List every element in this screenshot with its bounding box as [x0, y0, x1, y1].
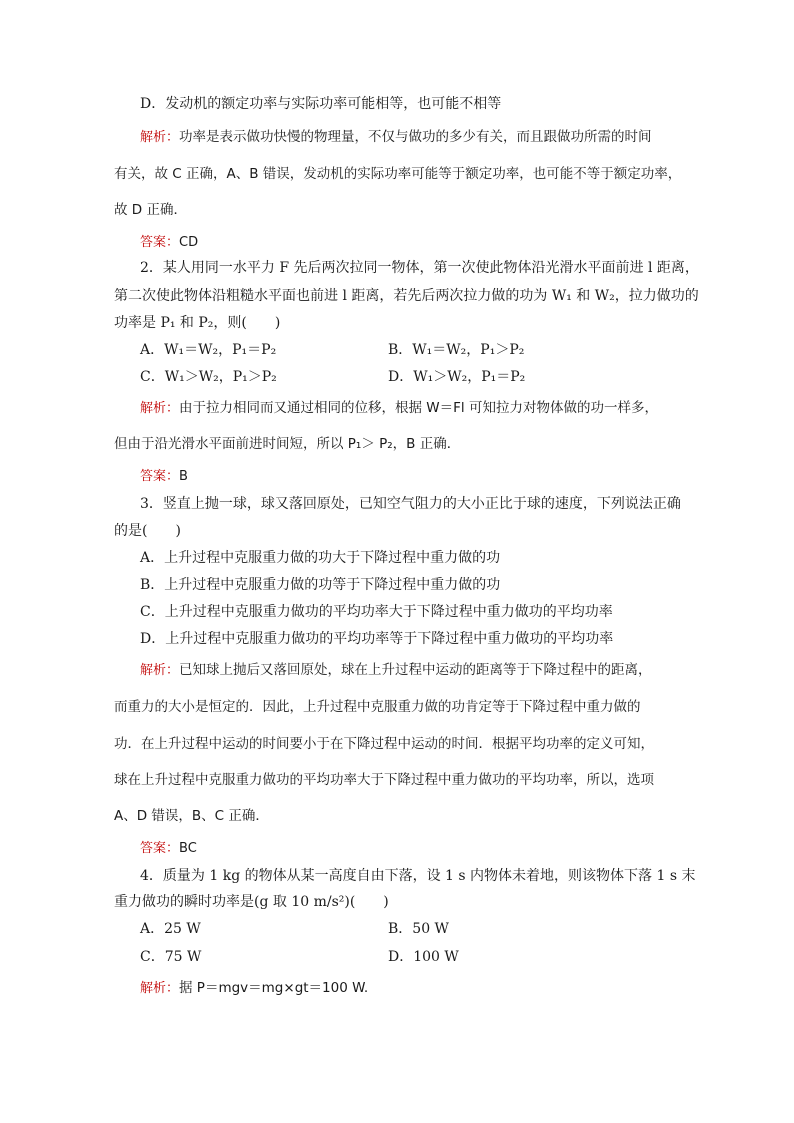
- answer-label: 答案：: [140, 841, 180, 856]
- q4-solution-line-1: [140, 978, 368, 999]
- q2-stem-line-1: 2．某人用同一水平力 F 先后两次拉同一物体，第一次使此物体沿光滑水平面前进 l 距离，: [140, 260, 699, 276]
- q1-solution-line-2: 有关，故 C 正确，A、B 错误，发动机的实际功率可能等于额定功率，也可能不等于额定功率，: [114, 166, 682, 182]
- q4-solution-text: 据 P＝mgv＝mg×gt＝100 W.: [179, 980, 369, 996]
- q1-solution-line-3: 故 D 正确．: [114, 202, 187, 218]
- solution-label: 解析：: [140, 401, 180, 416]
- answer-value: B: [179, 469, 188, 484]
- q2-solution-line-2: 但由于沿光滑水平面前进时间短，所以 P₁＞ P₂，B 正确．: [114, 436, 461, 452]
- q3-answer: [140, 838, 197, 859]
- q3-solution-line-3: 功．在上升过程中运动的时间要小于在下降过程中运动的时间．根据平均功率的定义可知，: [114, 736, 654, 752]
- q3-option-b: B．上升过程中克服重力做的功等于下降过程中重力做的功: [140, 577, 501, 593]
- q3-solution-line-4: 球在上升过程中克服重力做功的平均功率大于下降过程中重力做功的平均功率，所以，选项: [114, 772, 654, 788]
- q3-stem-line-1: 3．竖直上抛一球，球又落回原处，已知空气阻力的大小正比于球的速度，下列说法正确: [140, 496, 681, 512]
- q4-option-c: C．75 W: [140, 949, 202, 965]
- q3-solution-line-2: 而重力的大小是恒定的．因此，上升过程中克服重力做的功肯定等于下降过程中重力做的: [114, 699, 641, 715]
- q4-option-a: A．25 W: [140, 921, 201, 937]
- answer-value: BC: [179, 841, 197, 856]
- q3-stem-line-2: 的是( ): [114, 523, 181, 539]
- q3-solution-line-1: [140, 660, 652, 681]
- q4-option-d: D．100 W: [388, 949, 459, 965]
- q2-option-d: D．W₁＞W₂，P₁＝P₂: [388, 369, 526, 385]
- q2-solution-line-1: [140, 398, 658, 419]
- q1-answer: [140, 232, 198, 253]
- q3-option-d: D．上升过程中克服重力做功的平均功率等于下降过程中重力做功的平均功率: [140, 631, 614, 647]
- solution-label: 解析：: [140, 663, 180, 678]
- q2-option-b: B．W₁＝W₂，P₁＞P₂: [388, 342, 525, 358]
- q3-solution-line-5: A、D 错误，B、C 正确．: [114, 808, 269, 824]
- q1-option-d: D．发动机的额定功率与实际功率可能相等，也可能不相等: [140, 96, 502, 112]
- solution-label: 解析：: [140, 981, 180, 996]
- q1-solution-line-1: [140, 127, 652, 148]
- q3-option-c: C．上升过程中克服重力做功的平均功率大于下降过程中重力做功的平均功率: [140, 604, 613, 620]
- q2-option-c: C．W₁＞W₂，P₁＞P₂: [140, 369, 277, 385]
- q3-option-a: A．上升过程中克服重力做的功大于下降过程中重力做的功: [140, 550, 501, 566]
- solution-label: 解析：: [140, 130, 180, 145]
- q4-option-b: B．50 W: [388, 921, 449, 937]
- q4-stem-line-2: 重力做功的瞬时功率是(g 取 10 m/s²)( ): [114, 894, 389, 910]
- q2-stem-line-3: 功率是 P₁ 和 P₂，则( ): [114, 315, 281, 331]
- q1-solution-text: 功率是表示做功快慢的物理量，不仅与做功的多少有关，而且跟做功所需的时间: [179, 129, 652, 145]
- q2-option-a: A．W₁＝W₂，P₁＝P₂: [140, 342, 277, 358]
- q3-solution-text: 已知球上抛后又落回原处，球在上升过程中运动的距离等于下降过程中的距离，: [179, 662, 652, 678]
- q2-stem-line-2: 第二次使此物体沿粗糙水平面也前进 l 距离，若先后两次拉力做的功为 W₁ 和 W₂，拉力做功的: [114, 288, 699, 304]
- answer-value: CD: [179, 235, 199, 250]
- answer-label: 答案：: [140, 235, 180, 250]
- q2-solution-text: 由于拉力相同而又通过相同的位移，根据 W＝Fl 可知拉力对物体做的功一样多，: [179, 400, 658, 416]
- answer-label: 答案：: [140, 469, 180, 484]
- q4-stem-line-1: 4．质量为 1 kg 的物体从某一高度自由下落，设 1 s 内物体未着地，则该物体下落 1 s 末: [140, 868, 696, 884]
- q2-answer: [140, 466, 188, 487]
